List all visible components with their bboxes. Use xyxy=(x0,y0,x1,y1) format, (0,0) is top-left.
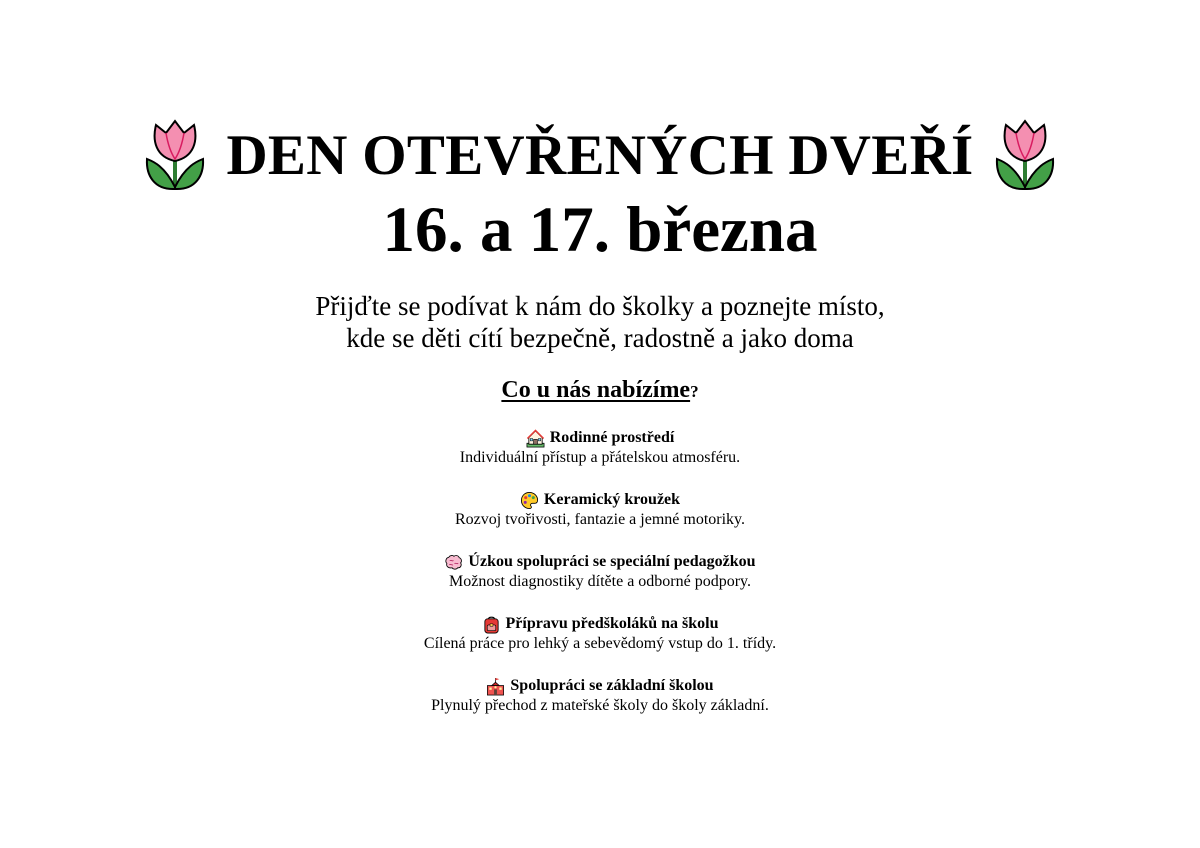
offer-heading xyxy=(0,377,1200,404)
feature-title: Úzkou spolupráci se speciální pedagožkou xyxy=(468,553,756,570)
feature-item xyxy=(0,552,1200,614)
artist-palette-icon xyxy=(520,491,539,510)
school-icon xyxy=(486,677,505,696)
offer-heading-text: Co u nás nabízíme xyxy=(501,377,691,403)
feature-title: Keramický kroužek xyxy=(543,491,681,508)
offer-heading-suffix: ? xyxy=(690,382,699,401)
feature-item xyxy=(0,490,1200,552)
title-row xyxy=(0,110,1200,200)
event-date: 16. a 17. března xyxy=(382,194,818,266)
feature-item xyxy=(0,676,1200,738)
feature-list xyxy=(0,428,1200,738)
feature-item xyxy=(0,614,1200,676)
feature-description: Rozvoj tvořivosti, fantazie a jemné motoriky. xyxy=(455,511,745,528)
intro-line: kde se děti cítí bezpečně, radostně a jako doma xyxy=(346,323,854,353)
feature-title: Přípravu předškoláků na školu xyxy=(505,615,719,632)
intro-line: Přijďte se podívat k nám do školky a poznejte místo, xyxy=(315,291,885,321)
feature-description: Cílená práce pro lehký a sebevědomý vstup do 1. třídy. xyxy=(423,635,777,652)
feature-description: Možnost diagnostiky dítěte a odborné podpory. xyxy=(448,573,752,590)
feature-item xyxy=(0,428,1200,490)
feature-description: Plynulý přechod z mateřské školy do školy základní. xyxy=(431,697,769,714)
house-with-garden-icon xyxy=(526,429,545,448)
feature-title: Rodinné prostředí xyxy=(549,429,675,446)
intro-text xyxy=(0,290,1200,354)
feature-title: Spolupráci se základní školou xyxy=(510,677,714,694)
feature-description: Individuální přístup a přátelskou atmosféru. xyxy=(459,449,741,466)
tulip-icon xyxy=(994,115,1056,195)
tulip-icon xyxy=(144,115,206,195)
school-backpack-icon xyxy=(482,615,501,634)
brain-icon xyxy=(444,553,463,572)
page-title: DEN OTEVŘENÝCH DVEŘÍ xyxy=(226,123,974,187)
